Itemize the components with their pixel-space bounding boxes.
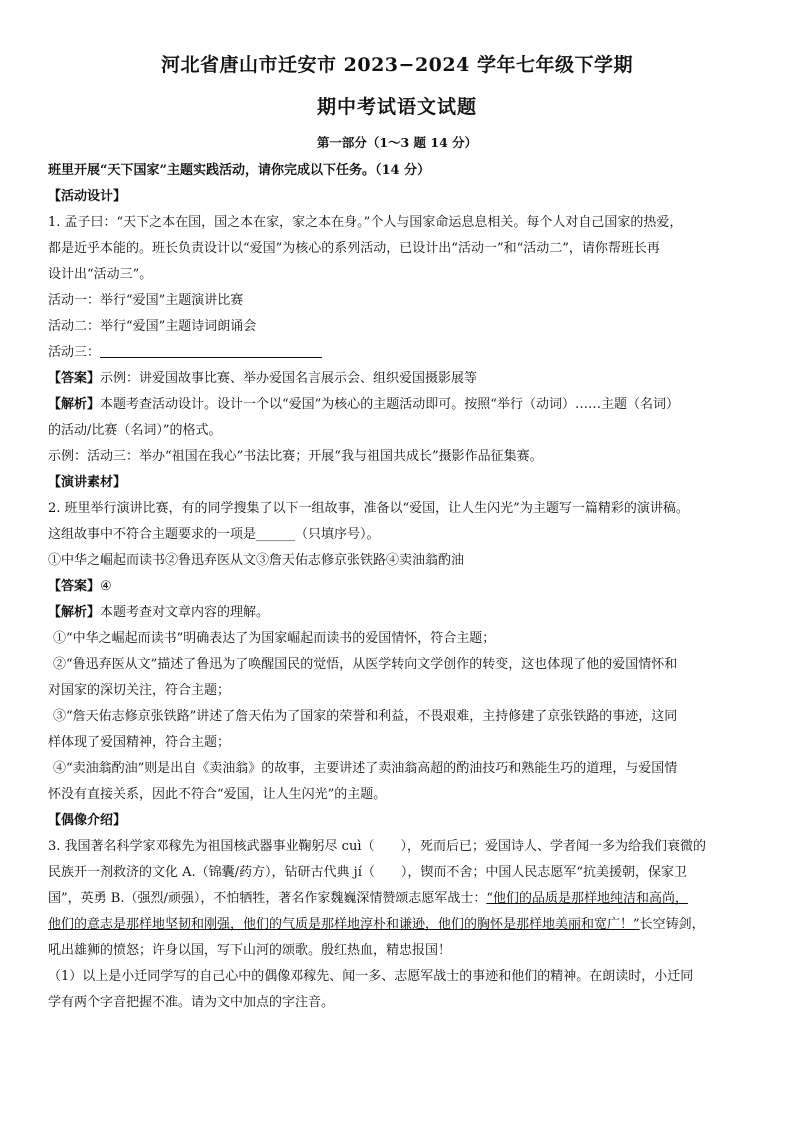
answer-1 bbox=[48, 366, 758, 392]
document-title-line2: 期中考试语文试题 bbox=[316, 96, 477, 118]
analysis-2-point-3-cont: 样体现了爱国精神，符合主题； bbox=[48, 735, 231, 750]
question-3-text-cont bbox=[48, 912, 758, 938]
analysis-1 bbox=[48, 392, 758, 418]
part-title: 第一部分（1～3 题 14 分） bbox=[316, 135, 478, 150]
question-1-text: 1. 孟子曰：“天下之本在国，国之本在家，家之本在身。”个人与国家命运息息相关。每个人对自己国家的热爱， bbox=[48, 215, 683, 230]
answer-tag: 【答案】 bbox=[48, 371, 101, 386]
question-3-plain: 国”，英勇 B.（强烈/顽强），不怕牺牲，著名作家魏巍深情赞颂志愿军战士： bbox=[48, 891, 487, 906]
answer-blank-line bbox=[100, 343, 322, 358]
analysis-2-point-3: ③“詹天佑志修京张铁路”讲述了詹天佑为了国家的荣誉和利益，不畏艰难，主持修建了京张铁路的事迹，这同 bbox=[53, 709, 678, 724]
question-2-options: ①中华之崛起而读书②鲁迅弃医从文③詹天佑志修京张铁路④卖油翁酌油 bbox=[48, 553, 465, 568]
answer-text: 示例：讲爱国故事比赛、举办爱国名言展示会、组织爱国摄影展等 bbox=[100, 371, 478, 386]
analysis-text: 本题考查活动设计。设计一个以“爱国”为核心的主题活动即可。按照“举行（动词）……主题（名词） bbox=[100, 397, 679, 412]
analysis-2-point-4-cont: 怀没有直接关系，因此不符合“爱国，让人生闪光”的主题。 bbox=[48, 787, 387, 802]
analysis-1-cont: 的活动/比赛（名词）”的格式。 bbox=[48, 423, 222, 438]
question-1-text-cont: 设计出“活动三”。 bbox=[48, 267, 153, 282]
question-3-text-cont bbox=[48, 886, 758, 912]
section-heading-idol-intro: 【偶像介绍】 bbox=[48, 813, 127, 828]
activity-3-label: 活动三： bbox=[48, 345, 101, 360]
question-3-plain: 长空铸剑， bbox=[639, 917, 705, 932]
activity-1: 活动一：举行“爱国”主题演讲比赛 bbox=[48, 293, 244, 308]
analysis-tag: 【解析】 bbox=[48, 397, 101, 412]
section-heading-activity-design: 【活动设计】 bbox=[48, 189, 127, 204]
analysis-2-point-4: ④“卖油翁酌油”则是出自《卖油翁》的故事，主要讲述了卖油翁高超的酌油技巧和熟能生巧的道理，与爱国情 bbox=[53, 761, 678, 776]
analysis-tag: 【解析】 bbox=[48, 605, 101, 620]
question-1-text-cont: 都是近乎本能的。班长负责设计以“爱国”为核心的系列活动，已设计出“活动一”和“活动二”，请你帮班长再 bbox=[48, 241, 660, 256]
question-2-text: 2. 班里举行演讲比赛，有的同学搜集了以下一组故事，准备以“爱国，让人生闪光”为主题写一篇精彩的演讲稿。 bbox=[48, 501, 689, 516]
task-intro: 班里开展“天下国家”主题实践活动，请你完成以下任务。（14 分） bbox=[48, 163, 431, 178]
answer-2 bbox=[48, 574, 758, 600]
question-3-text: 3. 我国著名科学家邓稼先为祖国核武器事业鞠躬尽 cuì（ ），死而后已；爱国诗人、学者闻一多为给我们衰微的 bbox=[48, 839, 706, 854]
document-title-line1: 河北省唐山市迁安市 2023−2024 学年七年级下学期 bbox=[161, 54, 633, 76]
activity-3 bbox=[48, 340, 758, 366]
analysis-2-point-1: ①“中华之崛起而读书”明确表达了为国家崛起而读书的爱国情怀，符合主题； bbox=[53, 631, 496, 646]
question-2-text-cont: 这组故事中不符合主题要求的一项是______（只填序号）。 bbox=[48, 527, 380, 542]
activity-2: 活动二：举行“爱国”主题诗词朗诵会 bbox=[48, 319, 257, 334]
example-1: 示例：活动三：举办“祖国在我心”书法比赛；开展“我与祖国共成长”摄影作品征集赛。 bbox=[48, 449, 543, 464]
analysis-2 bbox=[48, 600, 758, 626]
question-3-sub-1: （1）以上是小迁同学写的自己心中的偶像邓稼先、闻一多、志愿军战士的事迹和他们的精神。在朗读时，小迁同 bbox=[48, 969, 694, 984]
underlined-quote: “他们的品质是那样地纯洁和高尚， bbox=[486, 891, 689, 906]
answer-tag: 【答案】 bbox=[48, 579, 101, 594]
analysis-2-point-2: ②“鲁迅弃医从文”描述了鲁迅为了唤醒国民的觉悟，从医学转向文学创作的转变，这也体现了他的爱国情怀和 bbox=[53, 657, 678, 672]
section-heading-speech-material: 【演讲素材】 bbox=[48, 475, 127, 490]
analysis-text: 本题考查对文章内容的理解。 bbox=[100, 605, 270, 620]
underlined-quote-cont: 他们的意志是那样地坚韧和刚强，他们的气质是那样地淳朴和谦逊，他们的胸怀是那样地美丽和宽广！” bbox=[48, 917, 640, 932]
answer-text: ④ bbox=[100, 579, 112, 594]
question-3-text-cont: 吼出雄狮的愤怒；许身以国，写下山河的颂歌。殷红热血，精忠报国！ bbox=[48, 943, 452, 958]
question-3-text-cont: 民族开一剂救济的文化 A.（锦囊/药方），钻研古代典 jí（ ），锲而不舍；中国人民志愿军“抗美援朝，保家卫 bbox=[48, 865, 688, 880]
document-body bbox=[48, 158, 758, 1016]
analysis-2-point-2-cont: 对国家的深切关注，符合主题； bbox=[48, 683, 231, 698]
question-3-sub-1-cont: 学有两个字音把握不准。请为文中加点的字注音。 bbox=[48, 995, 335, 1010]
